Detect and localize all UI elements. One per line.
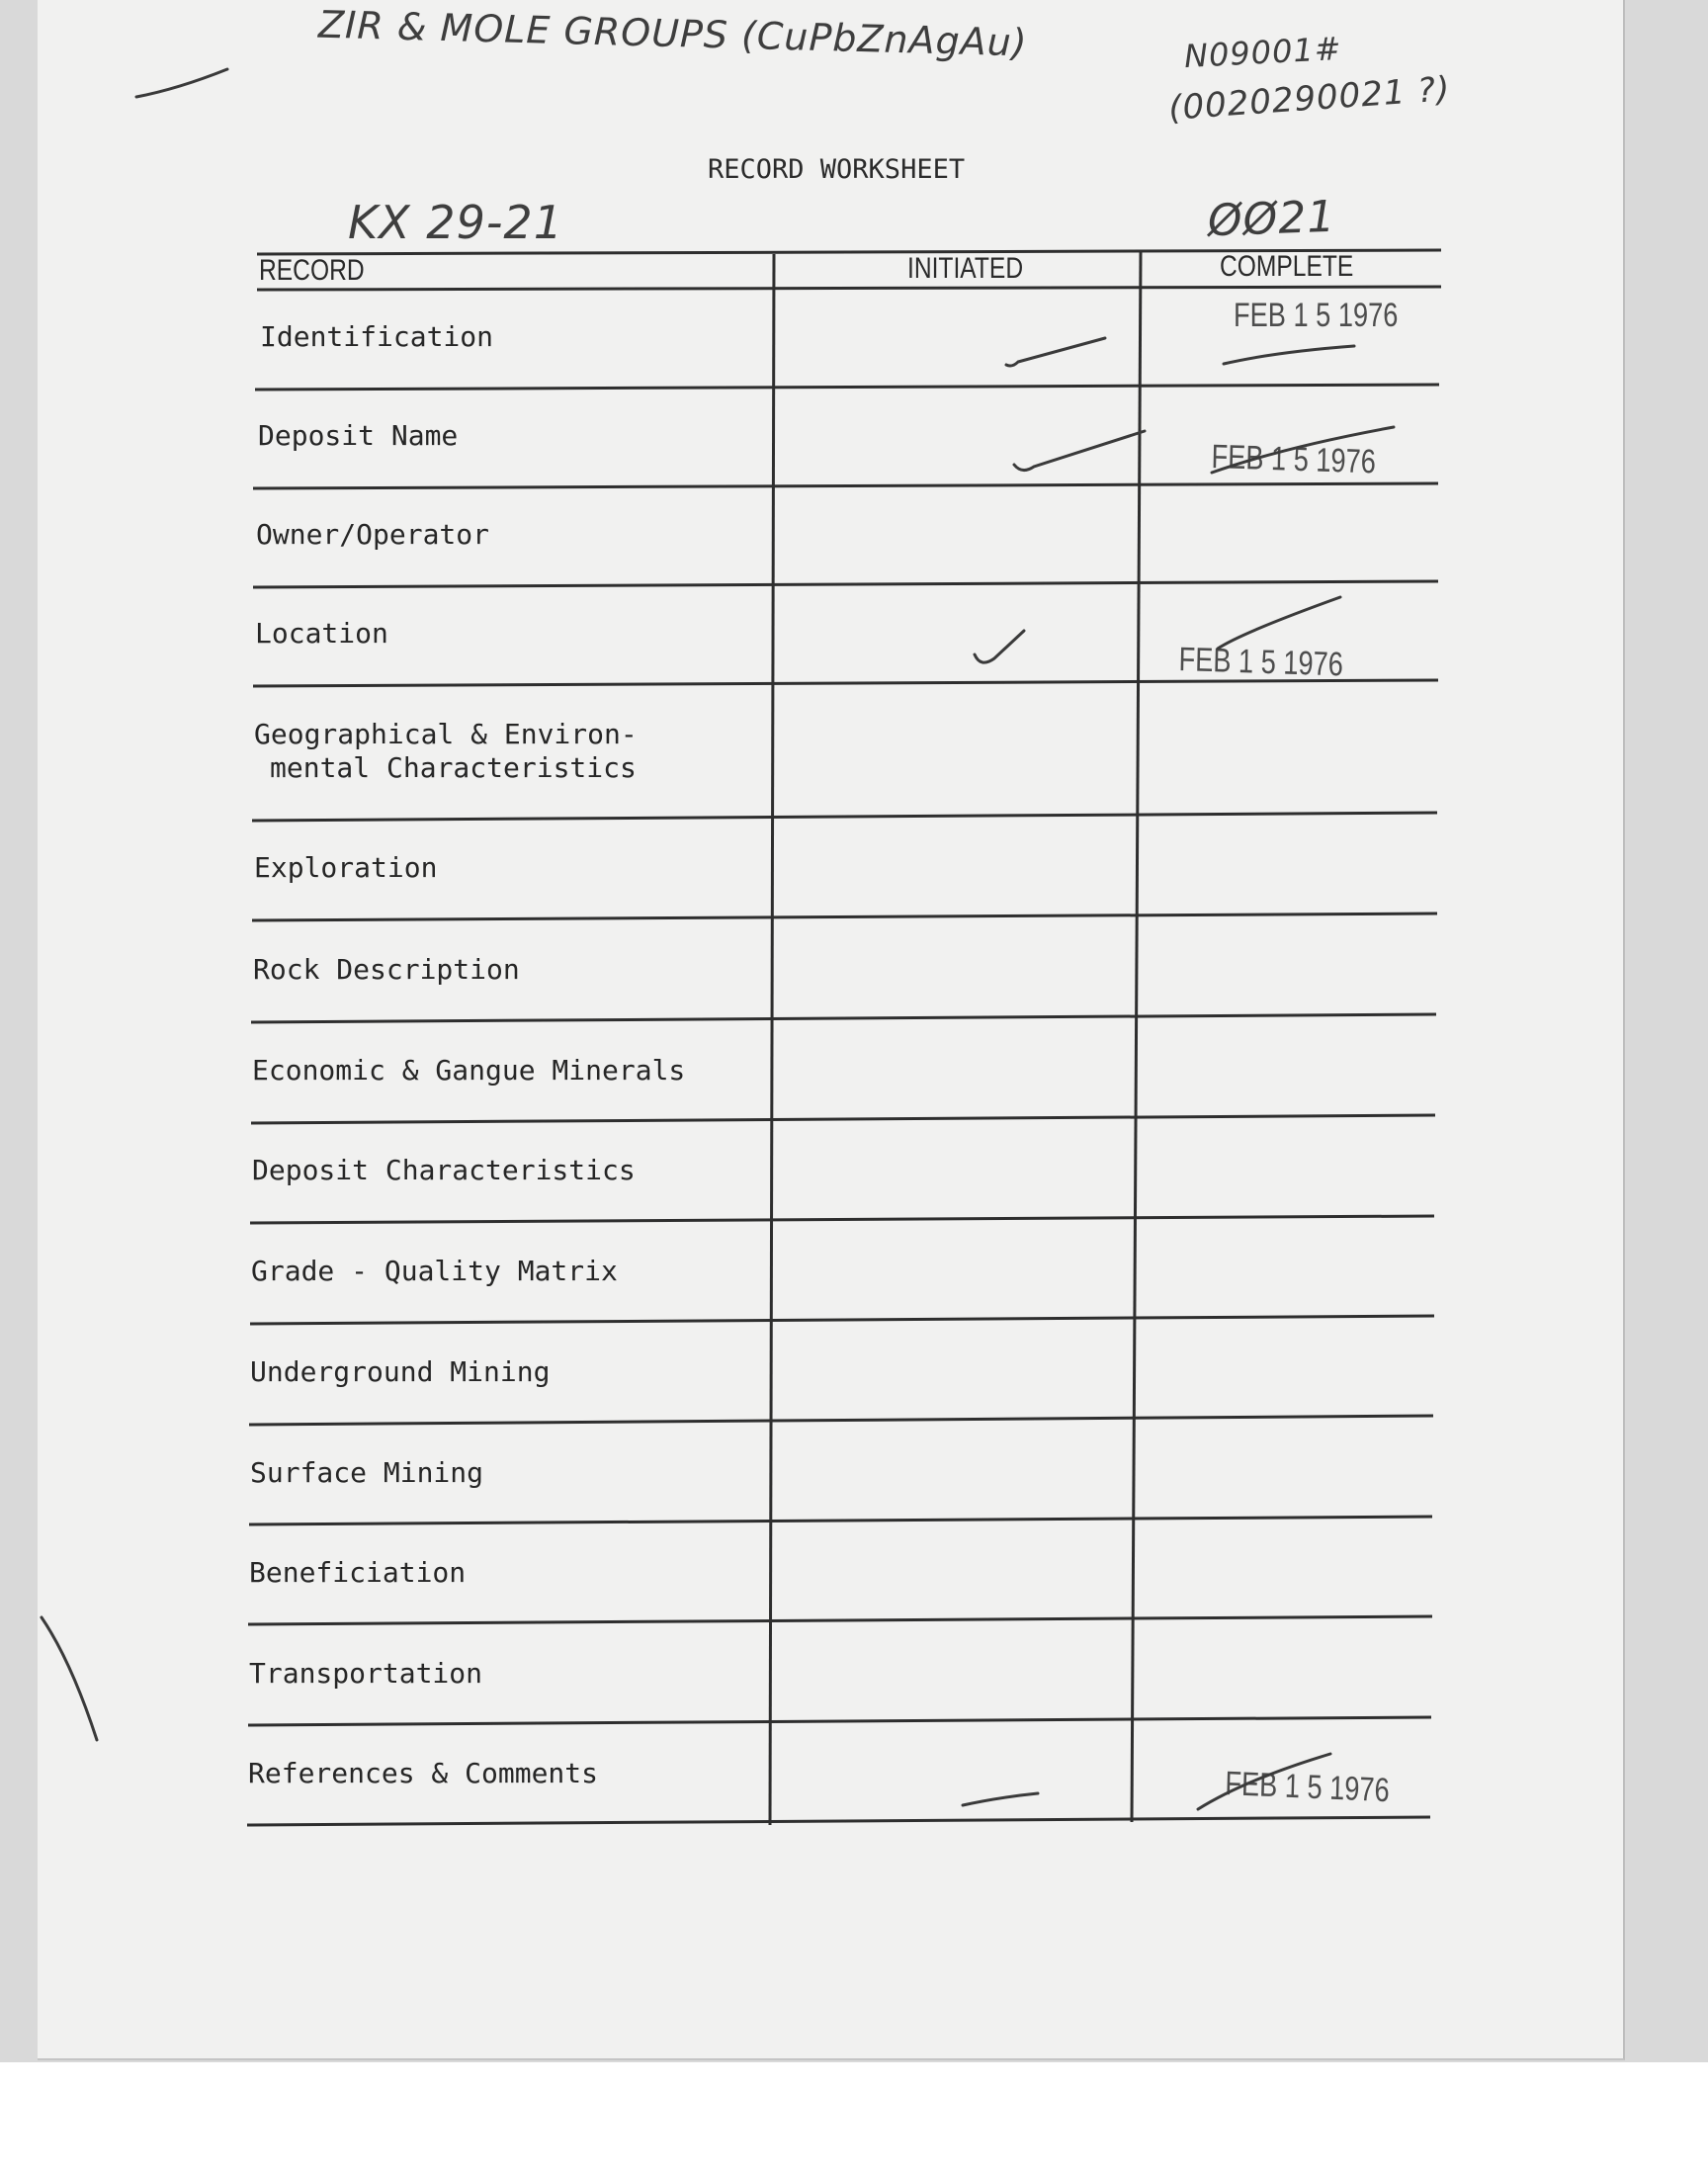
row-label-transportation: Transportation [249, 1657, 483, 1690]
initiated-check-deposit-name [1014, 431, 1145, 471]
row-label-geographical-line2: mental Characteristics [270, 751, 637, 784]
complete-check-location [1218, 597, 1340, 649]
row-label-deposit-name: Deposit Name [258, 419, 459, 452]
top-left-stray-mark [136, 69, 227, 97]
column-header-initiated: INITIATED [907, 252, 1024, 285]
initiated-mark-references [963, 1793, 1038, 1805]
row-label-beneficiation: Beneficiation [249, 1556, 467, 1589]
row-label-geographical-line1: Geographical & Environ- [254, 718, 638, 750]
initiated-check-identification [1006, 338, 1105, 366]
handwritten-record-number: N09001# [1183, 29, 1343, 76]
column-header-record: RECORD [259, 254, 365, 287]
margin-curve-mark [42, 1617, 97, 1740]
row-label-location: Location [255, 617, 388, 650]
column-header-complete: COMPLETE [1220, 250, 1354, 283]
row-label-surface-mining: Surface Mining [250, 1456, 484, 1489]
form-title: RECORD WORKSHEET [708, 154, 966, 185]
complete-check-identification [1224, 346, 1354, 364]
handwritten-sequence-number: ØØ21 [1207, 191, 1337, 247]
complete-stamp-location: FEB 1 5 1976 [1178, 641, 1344, 684]
handwritten-record-id: KX 29-21 [348, 196, 563, 249]
row-label-deposit-characteristics: Deposit Characteristics [252, 1154, 636, 1186]
complete-strike-deposit-name [1212, 427, 1394, 473]
row-label-identification: Identification [260, 320, 494, 353]
row-label-grade-quality-matrix: Grade - Quality Matrix [251, 1255, 618, 1287]
row-label-economic-gangue-minerals: Economic & Gangue Minerals [252, 1054, 686, 1087]
row-label-exploration: Exploration [254, 851, 438, 884]
complete-stamp-references: FEB 1 5 1976 [1224, 1765, 1391, 1810]
handwritten-record-number-alt: (0020290021 ?) [1166, 69, 1452, 129]
initiated-check-location [975, 631, 1024, 662]
complete-stamp-identification: FEB 1 5 1976 [1234, 297, 1399, 334]
handwritten-group-note: ZIR & MOLE GROUPS (CuPbZnAgAu) [317, 2, 1029, 65]
row-label-underground-mining: Underground Mining [250, 1355, 551, 1388]
complete-strike-references [1198, 1754, 1330, 1809]
row-label-rock-description: Rock Description [253, 953, 520, 986]
row-label-owner-operator: Owner/Operator [256, 518, 490, 551]
complete-stamp-deposit-name: FEB 1 5 1976 [1211, 438, 1377, 481]
row-label-references-comments: References & Comments [248, 1757, 599, 1789]
